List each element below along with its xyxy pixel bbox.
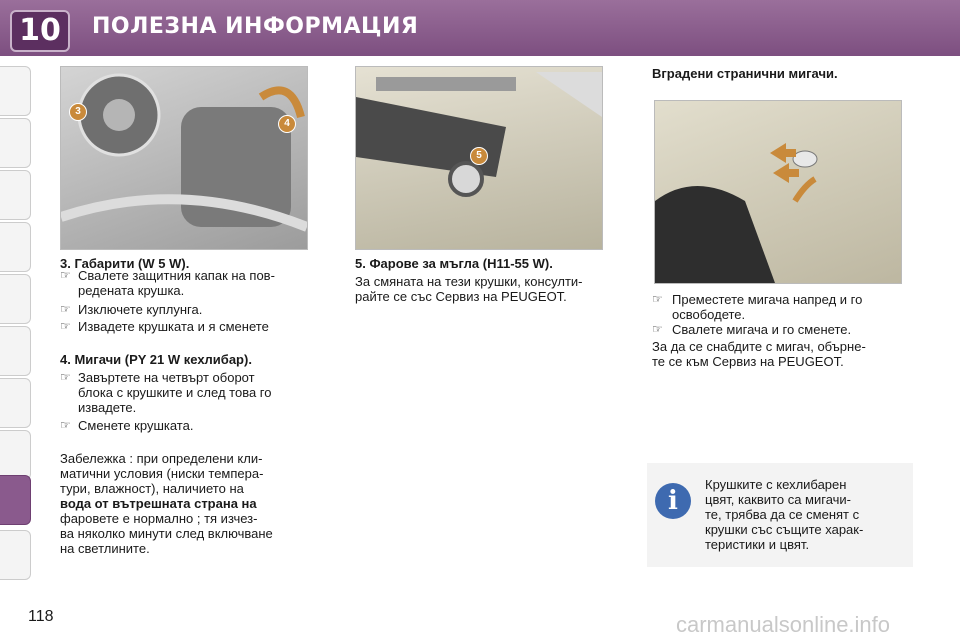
chapter-number-badge: 10	[10, 10, 70, 52]
note-line-1: Забележка : при определени кли-	[60, 451, 263, 466]
s3-item-1b: редената крушка.	[78, 283, 185, 298]
side-text-2: те се към Сервиз на PEUGEOT.	[652, 354, 844, 369]
bullet-icon: ☞	[60, 268, 71, 282]
side-text-1: За да се снабдите с мигач, обърне-	[652, 339, 866, 354]
rear-light-illustration	[61, 67, 307, 249]
chapter-tab-active[interactable]	[0, 475, 31, 525]
note-line-5: фаровете е нормално ; тя изчез-	[60, 511, 258, 526]
side-item-2: Свалете мигача и го сменете.	[672, 322, 852, 337]
section-5-title: 5. Фарове за мъгла (H11-55 W).	[355, 256, 553, 271]
s3-item-2: Изключете куплунга.	[78, 302, 203, 317]
note-line-3: тури, влажност), наличието на	[60, 481, 244, 496]
side-item-1b: освободете.	[672, 307, 746, 322]
info-line-3: те, трябва да се сменят с	[705, 507, 860, 522]
chapter-tab[interactable]	[0, 530, 31, 580]
chapter-tab[interactable]	[0, 378, 31, 428]
s3-item-1: Свалете защитния капак на пов-	[78, 268, 275, 283]
section-4-title: 4. Мигачи (PY 21 W кехлибар).	[60, 352, 252, 367]
chapter-tab[interactable]	[0, 222, 31, 272]
info-line-2: цвят, каквито са мигачи-	[705, 492, 851, 507]
side-item-1: Преместете мигача напред и го	[672, 292, 863, 307]
side-indicator-photo	[654, 100, 902, 284]
chapter-header	[0, 0, 960, 56]
chapter-tab[interactable]	[0, 66, 31, 116]
s4-item-1b: блока с крушките и след това го	[78, 385, 272, 400]
note-line-7: на светлините.	[60, 541, 150, 556]
callout-4: 4	[278, 115, 296, 133]
s4-item-1c: извадете.	[78, 400, 137, 415]
s5-text-1: За смяната на тези крушки, консулти-	[355, 274, 583, 289]
side-indicator-illustration	[655, 101, 901, 283]
bullet-icon: ☞	[652, 292, 663, 306]
chapter-tab[interactable]	[0, 170, 31, 220]
section-3-title: 3. Габарити (W 5 W).	[60, 256, 190, 271]
s5-text-2: райте се със Сервиз на PEUGEOT.	[355, 289, 567, 304]
bullet-icon: ☞	[652, 322, 663, 336]
chapter-title: ПОЛЕЗНА ИНФОРМАЦИЯ	[92, 14, 419, 39]
note-line-2: матични условия (ниски темпера-	[60, 466, 264, 481]
bullet-icon: ☞	[60, 319, 71, 333]
chapter-tab[interactable]	[0, 274, 31, 324]
s4-item-1: Завъртете на четвърт оборот	[78, 370, 255, 385]
page-number: 118	[28, 608, 54, 625]
chapter-tab[interactable]	[0, 326, 31, 376]
bullet-icon: ☞	[60, 370, 71, 384]
bullet-icon: ☞	[60, 418, 71, 432]
rear-light-photo	[60, 66, 308, 250]
chapter-tabs	[0, 60, 36, 580]
callout-3: 3	[69, 103, 87, 121]
chapter-tab[interactable]	[0, 118, 31, 168]
note-line-4: вода от вътрешната страна на	[60, 496, 257, 511]
side-indicator-title: Вградени странични мигачи.	[652, 66, 838, 81]
fog-light-photo	[355, 66, 603, 250]
s4-item-2: Сменете крушката.	[78, 418, 194, 433]
bullet-icon: ☞	[60, 302, 71, 316]
chapter-tab[interactable]	[0, 430, 31, 480]
info-icon: i	[655, 483, 691, 519]
info-line-4: крушки със същите харак-	[705, 522, 864, 537]
callout-5: 5	[470, 147, 488, 165]
info-line-1: Крушките с кехлибарен	[705, 477, 847, 492]
s3-item-3: Извадете крушката и я сменете	[78, 319, 269, 334]
note-line-6: ва няколко минути след включване	[60, 526, 273, 541]
watermark: carmanualsonline.info	[676, 612, 891, 637]
info-line-5: теристики и цвят.	[705, 537, 810, 552]
